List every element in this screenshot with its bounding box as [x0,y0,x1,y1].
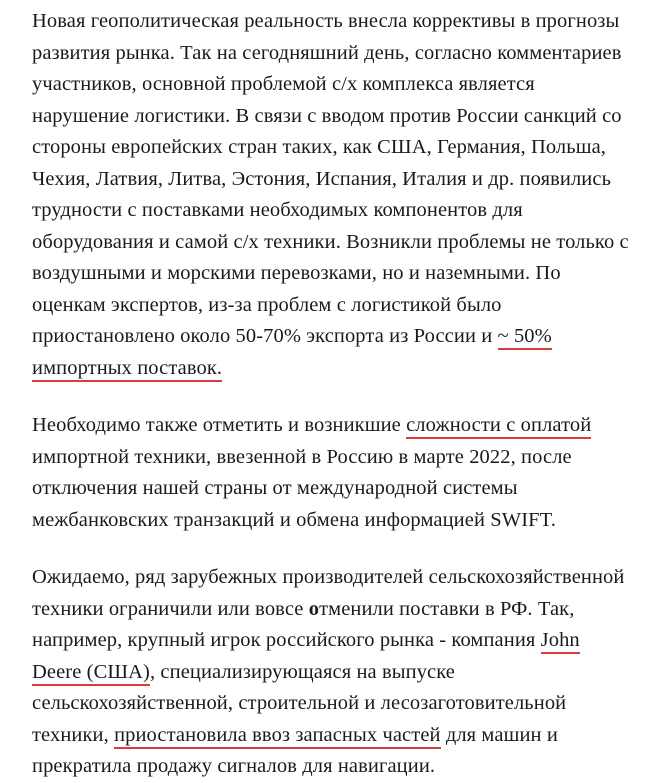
text-run: Необходимо также отметить и возникшие [32,414,407,436]
text-run: импортной техники, ввезенной в Россию в марте 2022, после отключения нашей страны от международной системы межбанковских транзакций и обмена информацией SWIFT. [32,445,572,531]
text-run: Ожидаемо, ряд зарубежных производителей сельскохозяйственной техники ограничили или вовсе [32,566,625,620]
text-run: , специализирующаяся на выпуске сельскохозяйственной, строительной и лесозаготовительной техники, [32,660,567,746]
text-run: для машин и прекратила продажу сигналов для навигации. [32,723,558,777]
paragraph-1 [32,6,632,384]
bold-text-run: о [308,597,320,620]
underlined-text-run: сложности с оплатой [406,414,591,439]
text-run: тменили поставки в РФ. Так, например, крупный игрок российского рынка - компания [32,597,575,651]
underlined-text-run: ~ 50% импортных поставок. [32,325,552,382]
paragraph-3 [32,562,632,783]
paragraph-2 [32,410,632,536]
underlined-link-john-deere: John Deere (США) [32,629,580,686]
underlined-text-run: приостановила ввоз запасных частей [114,724,441,749]
text-run: Новая геополитическая реальность внесла коррективы в прогнозы развития рынка. Так на сегодняшний день, согласно комментариев участников, основной проблемой с/х комплекса является нарушение логистики. В связи с вводом против России санкций со стороны европейских стран таких, как США, Германия, Польша, Чехия, Латвия, Литва, Эстония, Испания, Италия и др. появились трудности с поставками необходимых компонентов для оборудования и самой с/х техники. Возникли проблемы не только с воздушными и морскими перевозками, но и наземными. По оценкам экспертов, из-за проблем с логистикой было приостановлено около 50-70% экспорта из России и [32,10,629,347]
